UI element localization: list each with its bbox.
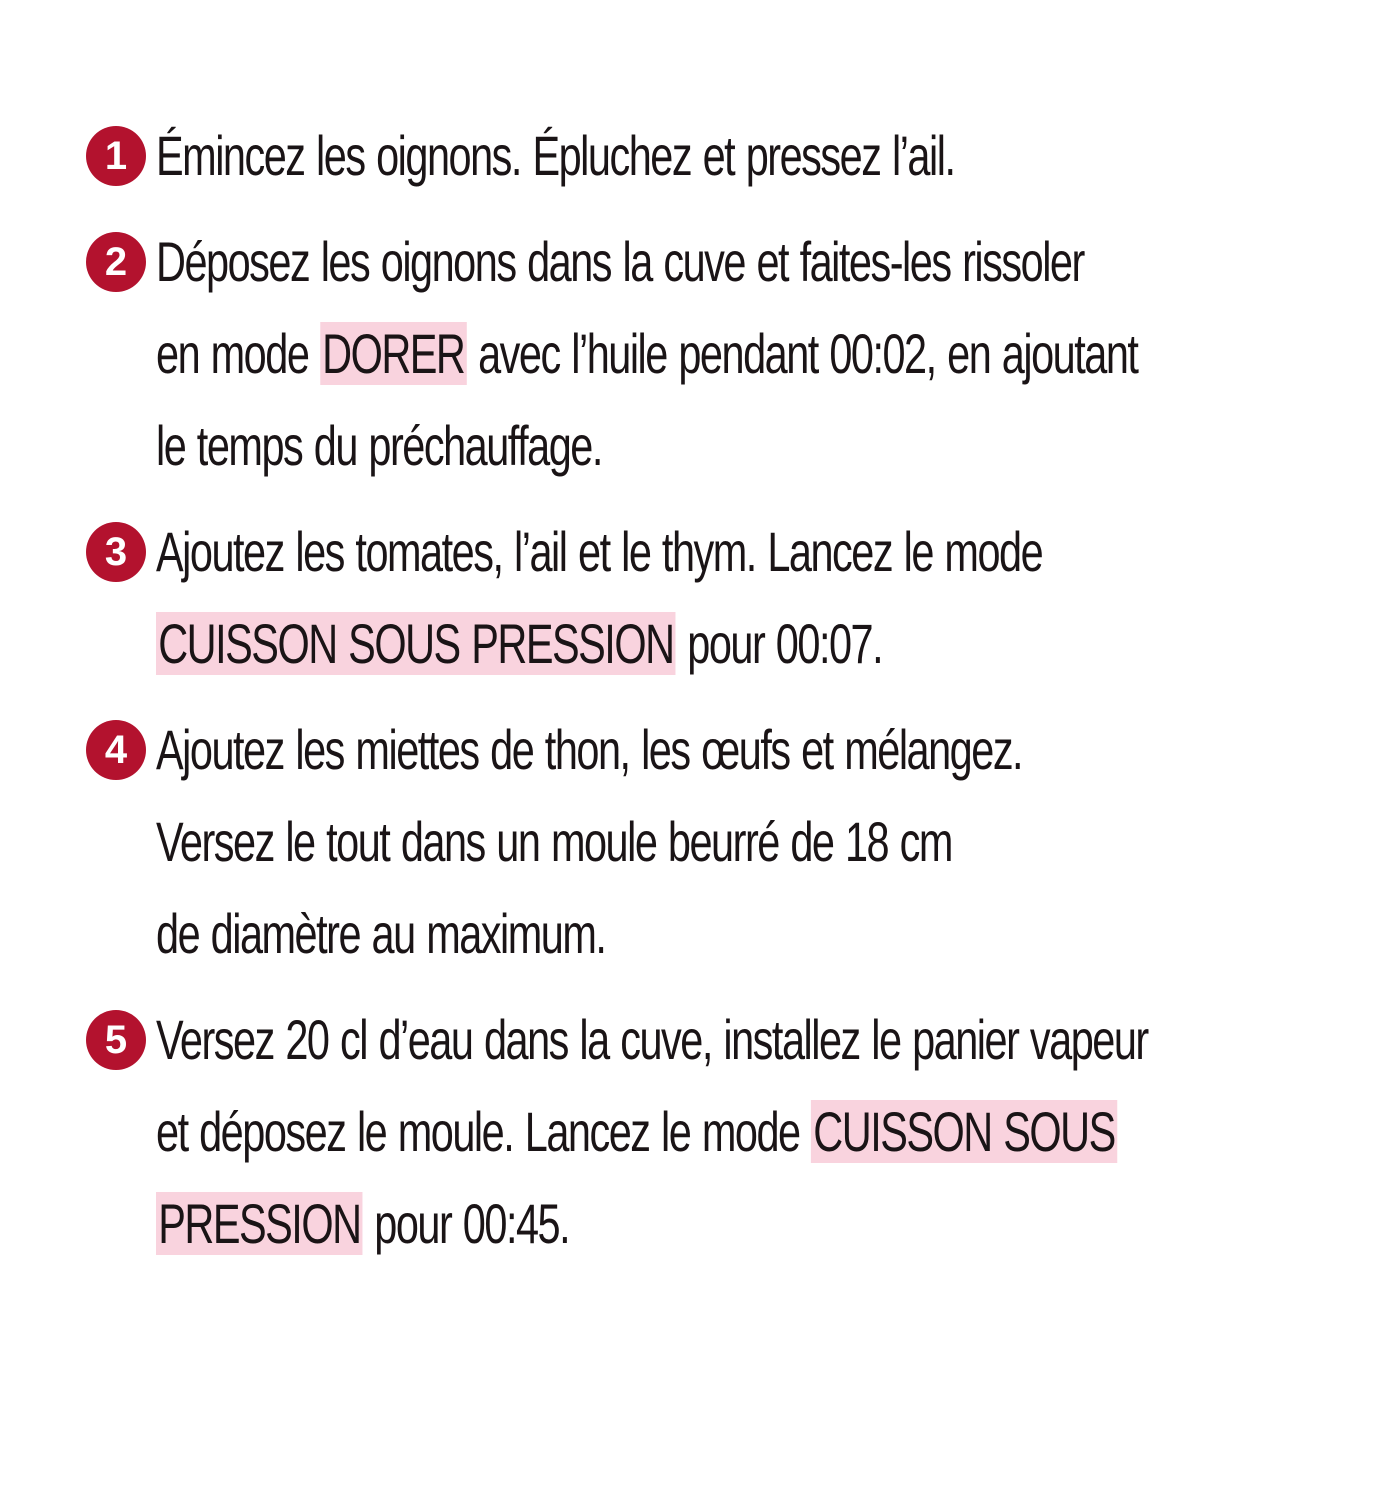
text-segment: de diamètre au maximum.: [156, 902, 606, 965]
recipe-step: [86, 216, 1356, 492]
step-text: [156, 598, 882, 690]
text-segment: en mode: [156, 322, 320, 385]
recipe-steps: [86, 110, 1356, 1270]
step-text: [156, 704, 1022, 796]
step-text: [156, 1086, 1117, 1178]
text-segment: le temps du préchauffage.: [156, 414, 602, 477]
step-text-line: [156, 1086, 1356, 1178]
step-text-line: [156, 796, 1356, 888]
recipe-step: [86, 110, 1356, 202]
text-segment: avec l’huile pendant 00:02, en ajoutant: [466, 322, 1138, 385]
step-text: [156, 308, 1137, 400]
mode-highlight: CUISSON SOUS PRESSION: [156, 612, 676, 675]
step-text-line: [156, 400, 1356, 492]
step-text: [156, 796, 952, 888]
step-number-badge: 3: [86, 522, 146, 582]
text-segment: pour 00:07.: [675, 612, 883, 675]
text-segment: Ajoutez les miettes de thon, les œufs et mélangez.: [156, 718, 1023, 781]
text-segment: Émincez les oignons. Épluchez et pressez l’ail.: [156, 124, 955, 187]
step-text-line: [156, 216, 1356, 308]
text-segment: Versez le tout dans un moule beurré de 18 cm: [156, 810, 952, 873]
step-text-line: [156, 1178, 1356, 1270]
step-text: [156, 1178, 569, 1270]
step-text-line: [156, 994, 1356, 1086]
mode-highlight: CUISSON SOUS: [811, 1100, 1117, 1163]
step-text: [156, 888, 605, 980]
text-segment: Déposez les oignons dans la cuve et faites-les rissoler: [156, 230, 1084, 293]
mode-highlight: DORER: [320, 322, 467, 385]
step-text-line: [156, 110, 1356, 202]
mode-highlight: PRESSION: [156, 1192, 363, 1255]
step-text: [156, 506, 1042, 598]
step-text: [156, 400, 602, 492]
step-text: [156, 110, 954, 202]
step-text-line: [156, 598, 1356, 690]
text-segment: Ajoutez les tomates, l’ail et le thym. Lancez le mode: [156, 520, 1043, 583]
text-segment: Versez 20 cl d’eau dans la cuve, installez le panier vapeur: [156, 1008, 1148, 1071]
text-segment: et déposez le moule. Lancez le mode: [156, 1100, 812, 1163]
step-text: [156, 216, 1084, 308]
recipe-step: [86, 704, 1356, 980]
step-number-badge: 2: [86, 232, 146, 292]
step-text-line: [156, 308, 1356, 400]
step-number-badge: 5: [86, 1010, 146, 1070]
step-number-badge: 4: [86, 720, 146, 780]
recipe-step: [86, 994, 1356, 1270]
step-number-badge: 1: [86, 126, 146, 186]
step-text: [156, 994, 1148, 1086]
step-text-line: [156, 704, 1356, 796]
step-text-line: [156, 506, 1356, 598]
recipe-step: [86, 506, 1356, 690]
step-text-line: [156, 888, 1356, 980]
text-segment: pour 00:45.: [362, 1192, 570, 1255]
